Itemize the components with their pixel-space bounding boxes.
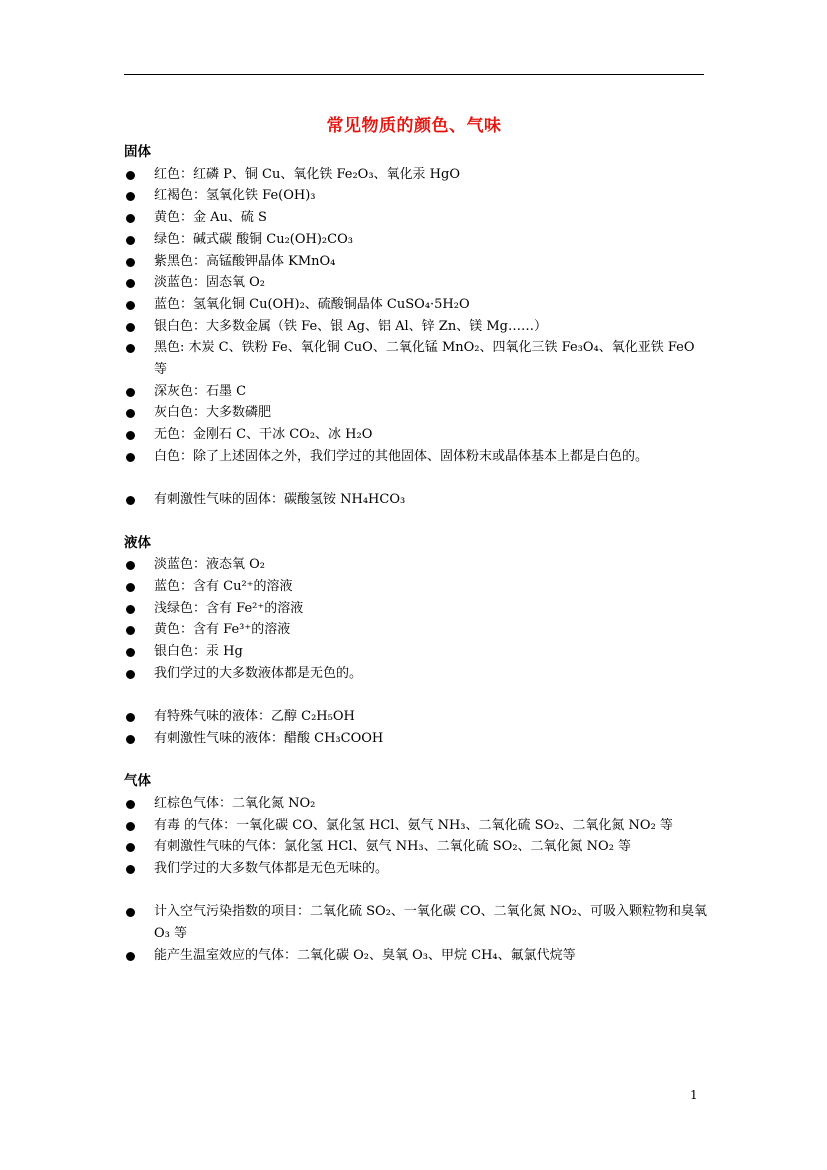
solid-odor-list [124, 489, 708, 511]
bullet-icon [126, 822, 135, 831]
list-item: 紫黑色：高锰酸钾晶体 KMnO₄ [124, 251, 708, 273]
bullet-icon [126, 908, 135, 917]
list-item: 淡蓝色：固态氧 O₂ [124, 272, 708, 294]
list-item: 计入空气污染指数的项目：二氧化硫 SO₂、一氧化碳 CO、二氧化氮 NO₂、可吸入颗粒物和臭氧 O₃ 等 [124, 901, 708, 944]
bullet-icon [126, 952, 135, 961]
liquid-color-list [124, 554, 708, 684]
list-item: 有特殊气味的液体：乙醇 C₂H₅OH [124, 706, 708, 728]
list-item: 有刺激性气味的液体：醋酸 CH₃COOH [124, 728, 708, 750]
bullet-icon [126, 171, 135, 180]
list-item: 黄色：金 Au、硫 S [124, 207, 708, 229]
bullet-icon [126, 344, 135, 353]
list-item: 有刺激性气味的固体：碳酸氢铵 NH₄HCO₃ [124, 489, 708, 511]
list-item: 银白色：汞 Hg [124, 641, 708, 663]
bullet-icon [126, 843, 135, 852]
solid-color-list [124, 164, 708, 468]
document-body [124, 142, 708, 967]
list-item: 黑色: 木炭 C、铁粉 Fe、氧化铜 CuO、二氧化锰 MnO₂、四氧化三铁 Fe₃O₄、氧化亚铁 FeO 等 [124, 337, 708, 380]
bullet-icon [126, 735, 135, 744]
bullet-icon [126, 583, 135, 592]
list-item: 灰白色：大多数磷肥 [124, 402, 708, 424]
list-item: 浅绿色：含有 Fe²⁺的溶液 [124, 598, 708, 620]
list-item: 有毒 的气体：一氧化碳 CO、氯化氢 HCl、氨气 NH₃、二氧化硫 SO₂、二氧化氮 NO₂ 等 [124, 815, 708, 837]
spacer [124, 511, 708, 533]
list-item: 无色：金刚石 C、干冰 CO₂、冰 H₂O [124, 424, 708, 446]
bullet-icon [126, 236, 135, 245]
page-number: 1 [690, 1088, 698, 1102]
header-rule [124, 74, 704, 75]
bullet-icon [126, 605, 135, 614]
list-item: 蓝色：氢氧化铜 Cu(OH)₂、硫酸铜晶体 CuSO₄·5H₂O [124, 294, 708, 316]
section-heading-solid: 固体 [124, 144, 151, 160]
bullet-icon [126, 626, 135, 635]
bullet-icon [126, 279, 135, 288]
spacer [124, 468, 708, 490]
list-item: 有刺激性气味的气体：氯化氢 HCl、氨气 NH₃、二氧化硫 SO₂、二氧化氮 NO₂ 等 [124, 836, 708, 858]
bullet-icon [126, 214, 135, 223]
bullet-icon [126, 301, 135, 310]
list-item: 红色：红磷 P、铜 Cu、氧化铁 Fe₂O₃、氧化汞 HgO [124, 164, 708, 186]
bullet-icon [126, 192, 135, 201]
bullet-icon [126, 409, 135, 418]
list-item: 深灰色：石墨 C [124, 381, 708, 403]
bullet-icon [126, 453, 135, 462]
bullet-icon [126, 258, 135, 267]
bullet-icon [126, 431, 135, 440]
spacer [124, 685, 708, 707]
bullet-icon [126, 670, 135, 679]
list-item: 银白色：大多数金属（铁 Fe、银 Ag、铝 Al、锌 Zn、镁 Mg……） [124, 316, 708, 338]
bullet-icon [126, 800, 135, 809]
gas-property-list [124, 793, 708, 880]
bullet-icon [126, 865, 135, 874]
liquid-odor-list [124, 706, 708, 749]
bullet-icon [126, 323, 135, 332]
bullet-icon [126, 496, 135, 505]
list-item: 黄色：含有 Fe³⁺的溶液 [124, 619, 708, 641]
section-heading-gas: 气体 [124, 773, 151, 790]
bullet-icon [126, 713, 135, 722]
list-item: 我们学过的大多数气体都是无色无味的。 [124, 858, 708, 880]
list-item: 能产生温室效应的气体：二氧化碳 O₂、臭氧 O₃、甲烷 CH₄、氟氯代烷等 [124, 945, 708, 967]
bullet-icon [126, 648, 135, 657]
spacer [124, 880, 708, 902]
list-item: 淡蓝色：液态氧 O₂ [124, 554, 708, 576]
bullet-icon [126, 388, 135, 397]
bullet-icon [126, 561, 135, 570]
list-item: 绿色：碱式碳 酸铜 Cu₂(OH)₂CO₃ [124, 229, 708, 251]
document-title: 常见物质的颜色、气味 [326, 116, 502, 136]
spacer [124, 750, 708, 772]
list-item: 白色：除了上述固体之外，我们学过的其他固体、固体粉末或晶体基本上都是白色的。 [124, 446, 708, 468]
list-item: 蓝色：含有 Cu²⁺的溶液 [124, 576, 708, 598]
list-item: 红褐色：氢氧化铁 Fe(OH)₃ [124, 185, 708, 207]
gas-other-list [124, 901, 708, 966]
list-item: 我们学过的大多数液体都是无色的。 [124, 663, 708, 685]
section-heading-liquid: 液体 [124, 534, 151, 551]
list-item: 红棕色气体：二氧化氮 NO₂ [124, 793, 708, 815]
